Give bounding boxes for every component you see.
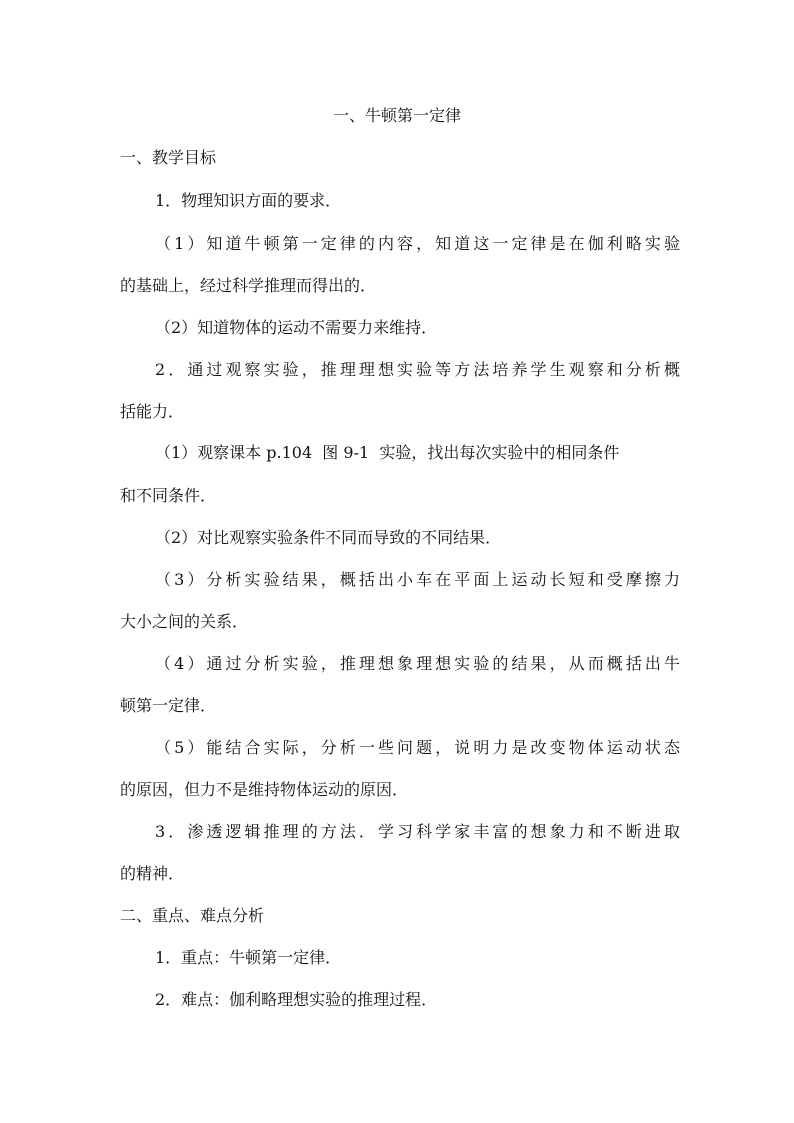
paragraph-line: （3）分析实验结果，概括出小车在平面上运动长短和受摩擦力 <box>155 570 680 589</box>
paragraph-line: 1．重点：牛顿第一定律． <box>155 948 342 967</box>
paragraph-line: 2．通过观察实验，推理理想实验等方法培养学生观察和分析概 <box>155 360 680 379</box>
paragraph-line: 括能力． <box>120 402 185 421</box>
paragraph-line: （1）知道牛顿第一定律的内容，知道这一定律是在伽利略实验 <box>155 234 680 253</box>
paragraph-line: 顿第一定律． <box>120 696 217 715</box>
section-heading-key-points: 二、重点、难点分析 <box>120 906 265 925</box>
paragraph-line: 的精神． <box>120 864 185 883</box>
paragraph-line: （2）知道物体的运动不需要力来维持． <box>155 318 438 337</box>
paragraph-line: 1．物理知识方面的要求． <box>155 191 342 210</box>
paragraph-line: （2）对比观察实验条件不同而导致的不同结果． <box>155 528 502 547</box>
section-heading-teaching-goals: 一、教学目标 <box>120 148 217 167</box>
paragraph-line: 的原因，但力不是维持物体运动的原因． <box>120 780 409 799</box>
paragraph-line: （4）通过分析实验，推理想象理想实验的结果，从而概括出牛 <box>155 654 680 673</box>
paragraph-line: （1）观察课本 p.104 图 9-1 实验，找出每次实验中的相同条件 <box>155 443 620 462</box>
paragraph-line: （5）能结合实际，分析一些问题，说明力是改变物体运动状态 <box>155 738 680 757</box>
paragraph-line: 的基础上，经过科学推理而得出的． <box>120 276 377 295</box>
page-title: 一、牛顿第一定律 <box>332 106 461 125</box>
paragraph-line: 2．难点：伽利略理想实验的推理过程． <box>155 990 438 1009</box>
paragraph-line: 大小之间的关系． <box>120 612 249 631</box>
paragraph-line: 3．渗透逻辑推理的方法．学习科学家丰富的想象力和不断进取 <box>155 822 680 841</box>
paragraph-line: 和不同条件． <box>120 486 217 505</box>
